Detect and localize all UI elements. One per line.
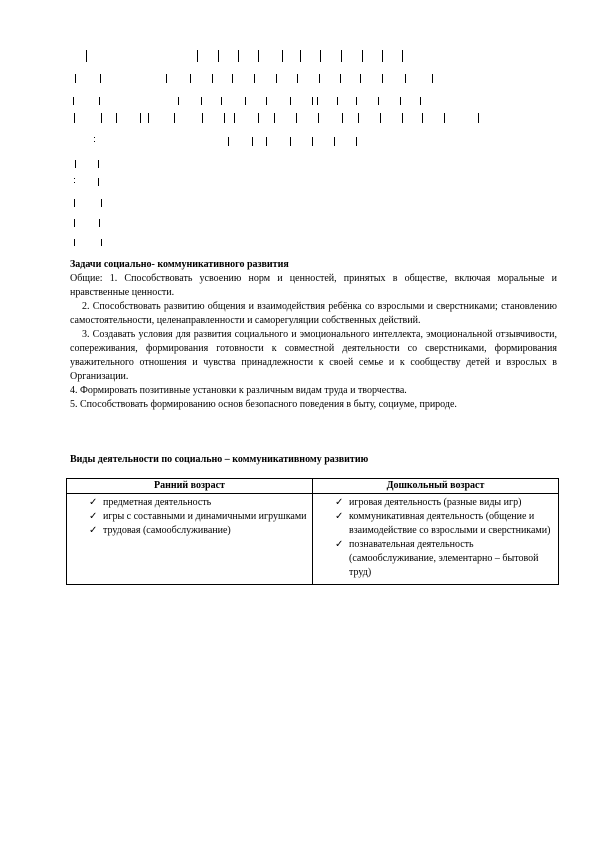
scan-tick [174,113,175,123]
scan-tick [300,50,301,62]
scan-tick [362,50,363,62]
paragraph-2: 2. Способствовать развитию общения и взаимодействия ребёнка со взрослыми и сверстниками; становлению самостоятельности, целенаправленности и саморегуляции собственных действий. [70,301,557,326]
scan-tick [341,50,342,62]
list-item [89,524,308,538]
scan-tick [334,137,335,146]
scan-tick [358,113,359,123]
scan-artifacts [0,0,595,260]
scan-tick [290,97,291,105]
tasks-section [70,258,557,412]
list-item-text: познавательная деятельность (самообслуживание, элементарно – бытовой труд) [349,539,539,578]
paragraph-3: 3. Создавать условия для развития социального и эмоционального интеллекта, эмоциональной отзывчивости, сопереживания, формирования готовности к совместной деятельности со сверстниками, формирования уважительного отношения и чувства принадлежности к своей семье и к сообществу детей и взрослых в Организации. [70,329,557,382]
scan-tick [140,113,141,123]
scan-tick [258,50,259,62]
checkmark-icon: ✓ [335,511,344,522]
scan-tick [74,239,75,246]
scan-tick [356,137,357,146]
scan-tick [340,74,341,83]
activities-table [66,478,559,585]
list-item [335,538,554,580]
scan-tick [94,137,95,138]
checkmark-icon: ✓ [89,525,98,536]
table-header-row [67,479,559,494]
list-item [335,496,554,510]
early-age-list [71,496,308,538]
scan-tick [166,74,167,83]
scan-tick [218,50,219,62]
scan-tick [432,74,433,83]
scan-tick [422,113,423,123]
scan-tick [148,113,149,123]
scan-tick [318,113,319,123]
scan-tick [254,74,255,83]
scan-tick [101,199,102,207]
scan-tick [94,141,95,142]
scan-tick [212,74,213,83]
list-item-text: игры с составными и динамичными игрушками [103,511,307,522]
scan-tick [382,50,383,62]
scan-tick [201,97,202,105]
early-age-cell [67,494,313,585]
checkmark-icon: ✓ [89,497,98,508]
header-preschool-age: Дошкольный возраст [313,479,559,494]
scan-tick [312,97,313,105]
preschool-age-cell [313,494,559,585]
scan-tick [266,137,267,146]
scan-tick [319,74,320,83]
paragraph-4: 4. Формировать позитивные установки к различным видам труда и творчества. [70,385,407,396]
scan-tick [101,113,102,123]
scan-tick [101,239,102,246]
scan-tick [378,97,379,105]
list-item [89,510,308,524]
scan-tick [420,97,421,105]
header-early-age: Ранний возраст [67,479,313,494]
list-item-text: игровая деятельность (разные виды игр) [349,497,522,508]
checkmark-icon: ✓ [89,511,98,522]
scan-tick [234,113,235,123]
scan-tick [74,199,75,207]
scan-tick [282,50,283,62]
scan-tick [317,97,318,105]
scan-tick [178,97,179,105]
paragraph-general: Общие: 1. Способствовать усвоению норм и ценностей, принятых в обществе, включая моральные и нравственные ценности. [70,273,557,298]
scan-tick [402,113,403,123]
scan-tick [444,113,445,123]
scan-tick [100,74,101,83]
scan-tick [74,178,75,179]
scan-tick [98,178,99,186]
scan-tick [238,50,239,62]
scan-tick [252,137,253,146]
scan-tick [276,74,277,83]
scan-tick [400,97,401,105]
scan-tick [232,74,233,83]
scan-tick [75,74,76,83]
scan-tick [382,74,383,83]
scan-tick [98,160,99,168]
scan-tick [202,113,203,123]
scan-tick [380,113,381,123]
list-item-text: коммуникативная деятельность (общение и взаимодействие со взрослыми и сверстниками) [349,511,551,536]
preschool-age-list [317,496,554,580]
scan-tick [337,97,338,105]
scan-tick [245,97,246,105]
list-item [335,510,554,538]
scan-tick [221,97,222,105]
scan-tick [75,160,76,168]
scan-tick [73,97,74,105]
scan-tick [99,97,100,105]
list-item-text: трудовая (самообслуживание) [103,525,231,536]
scan-tick [296,113,297,123]
scan-tick [116,113,117,123]
scan-tick [228,137,229,146]
section-heading: Задачи социально- коммуникативного развития [70,259,289,270]
scan-tick [74,219,75,227]
list-item-text: предметная деятельность [103,497,212,508]
scan-tick [266,97,267,105]
scan-tick [402,50,403,62]
table-title: Виды деятельности по социально – коммуникативному развитию [70,454,369,465]
scan-tick [86,50,87,62]
scan-tick [478,113,479,123]
scan-tick [320,50,321,62]
checkmark-icon: ✓ [335,497,344,508]
scan-tick [356,97,357,105]
scan-tick [274,113,275,123]
paragraph-5: 5. Способствовать формированию основ безопасного поведения в быту, социуме, природе. [70,399,457,410]
scan-tick [258,113,259,123]
checkmark-icon: ✓ [335,539,344,550]
table-row [67,494,559,585]
scan-tick [74,182,75,183]
scan-tick [342,113,343,123]
scan-tick [74,113,75,123]
scan-tick [197,50,198,62]
scan-tick [405,74,406,83]
scan-tick [297,74,298,83]
scan-tick [190,74,191,83]
scan-tick [224,113,225,123]
scan-tick [312,137,313,146]
scan-tick [360,74,361,83]
scan-tick [290,137,291,146]
scan-tick [99,219,100,227]
list-item [89,496,308,510]
